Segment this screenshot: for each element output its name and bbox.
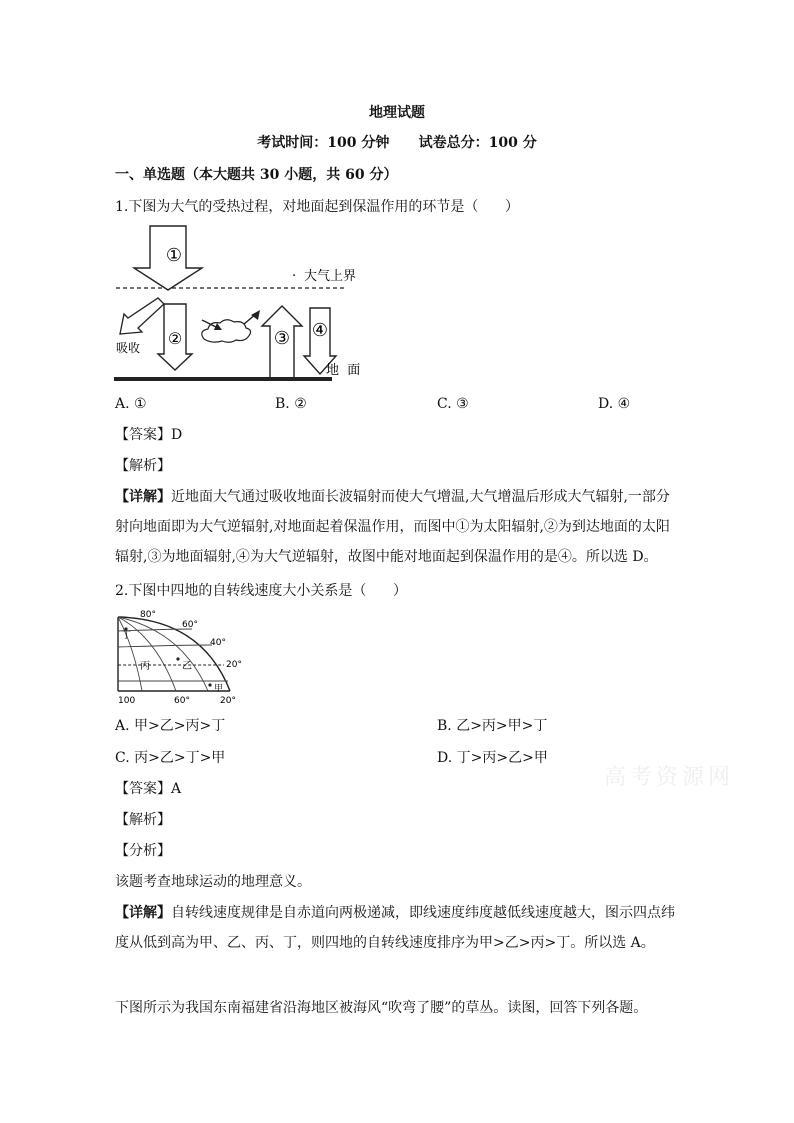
q2-option-a: A. 甲>乙>丙>丁: [115, 718, 226, 734]
q1-option-c: C. ③: [437, 396, 469, 412]
q2-figure-latitude-grid: [112, 607, 252, 707]
absorb-arrow: [120, 298, 164, 334]
lat-label-40: 40°: [210, 638, 226, 648]
arrow-2-label: ②: [167, 329, 183, 348]
top-of-atmosphere-label: 大气上界: [304, 269, 357, 284]
lat-label-20: 20°: [226, 660, 242, 670]
point-bing: 丙: [140, 661, 150, 672]
intro-paragraph: 下图所示为我国东南福建省沿海地区被海风“吹弯了腰”的草丛。读图，回答下列各题。: [115, 1000, 648, 1016]
q1-option-a: A. ①: [115, 396, 147, 412]
lat-label-60: 60°: [182, 620, 198, 630]
q1-figure-atmosphere-heating: [112, 222, 372, 384]
point-ding: 丁: [122, 631, 132, 641]
bottom-label-100: 100: [118, 696, 136, 706]
bottom-label-20: 20°: [220, 696, 236, 706]
q1-detail-tag: 【详解】: [115, 489, 171, 505]
arrow-3-label: ③: [273, 328, 291, 349]
q2-stem: 2.下图中四地的自转线速度大小关系是（ ）: [115, 583, 408, 599]
q2-option-c: C. 丙>乙>丁>甲: [115, 750, 226, 766]
q1-detail-text: 近地面大气通过吸收地面长波辐射而使大气增温,大气增温后形成大气辐射,一部分射向地面即为大气逆辐射,对地面起着保温作用，而图中①为太阳辐射,②为到达地面的太阳辐射,③为地面辐射,④为大气逆辐射，故图中能对地面起到保温作用的是④。所以选 D。: [115, 489, 670, 565]
section-heading: 一、单选题（本大题共 30 小题，共 60 分）: [115, 167, 398, 183]
q2-fenxi-tag: 【分析】: [115, 843, 171, 859]
q2-detail-text: 自转线速度规律是自赤道向两极递减，即线速度纬度越低线速度越大，图示四点纬度从低到高为甲、乙、丙、丁，则四地的自转线速度排序为甲>乙>丙>丁。所以选 A。: [115, 905, 675, 951]
q1-analysis-tag: 【解析】: [115, 458, 171, 474]
point-yi: 乙: [182, 661, 192, 672]
q1-option-b: B. ②: [275, 396, 307, 412]
page-title: 地理试题: [369, 105, 425, 121]
q1-stem: 1.下图为大气的受热过程，对地面起到保温作用的环节是（ ）: [115, 199, 520, 215]
q2-fenxi-text: 该题考查地球运动的地理意义。: [115, 874, 311, 890]
bottom-label-60: 60°: [174, 696, 190, 706]
q1-detail: [115, 482, 681, 572]
arrow-4-label: ④: [311, 320, 329, 341]
q2-detail-tag: 【详解】: [115, 905, 171, 921]
ground-line: [114, 377, 332, 381]
exam-info: 考试时间：100 分钟 试卷总分：100 分: [257, 135, 537, 151]
absorb-label: 吸收: [116, 341, 141, 355]
q2-option-d: D. 丁>丙>乙>甲: [437, 750, 548, 766]
q1-answer: 【答案】D: [115, 427, 183, 443]
q2-option-b: B. 乙>丙>甲>丁: [437, 718, 548, 734]
q2-analysis-tag: 【解析】: [115, 812, 171, 828]
ground-label: 地 面: [326, 363, 361, 378]
lat-label-80: 80°: [140, 610, 156, 620]
q2-detail: [115, 898, 681, 958]
svg-text:·: ·: [292, 269, 297, 284]
arrow-1-label: ①: [165, 245, 183, 266]
watermark: 高考资源网: [604, 765, 735, 790]
q2-answer: 【答案】A: [115, 781, 182, 797]
point-jia: 甲: [214, 684, 224, 694]
q1-option-d: D. ④: [598, 396, 631, 412]
